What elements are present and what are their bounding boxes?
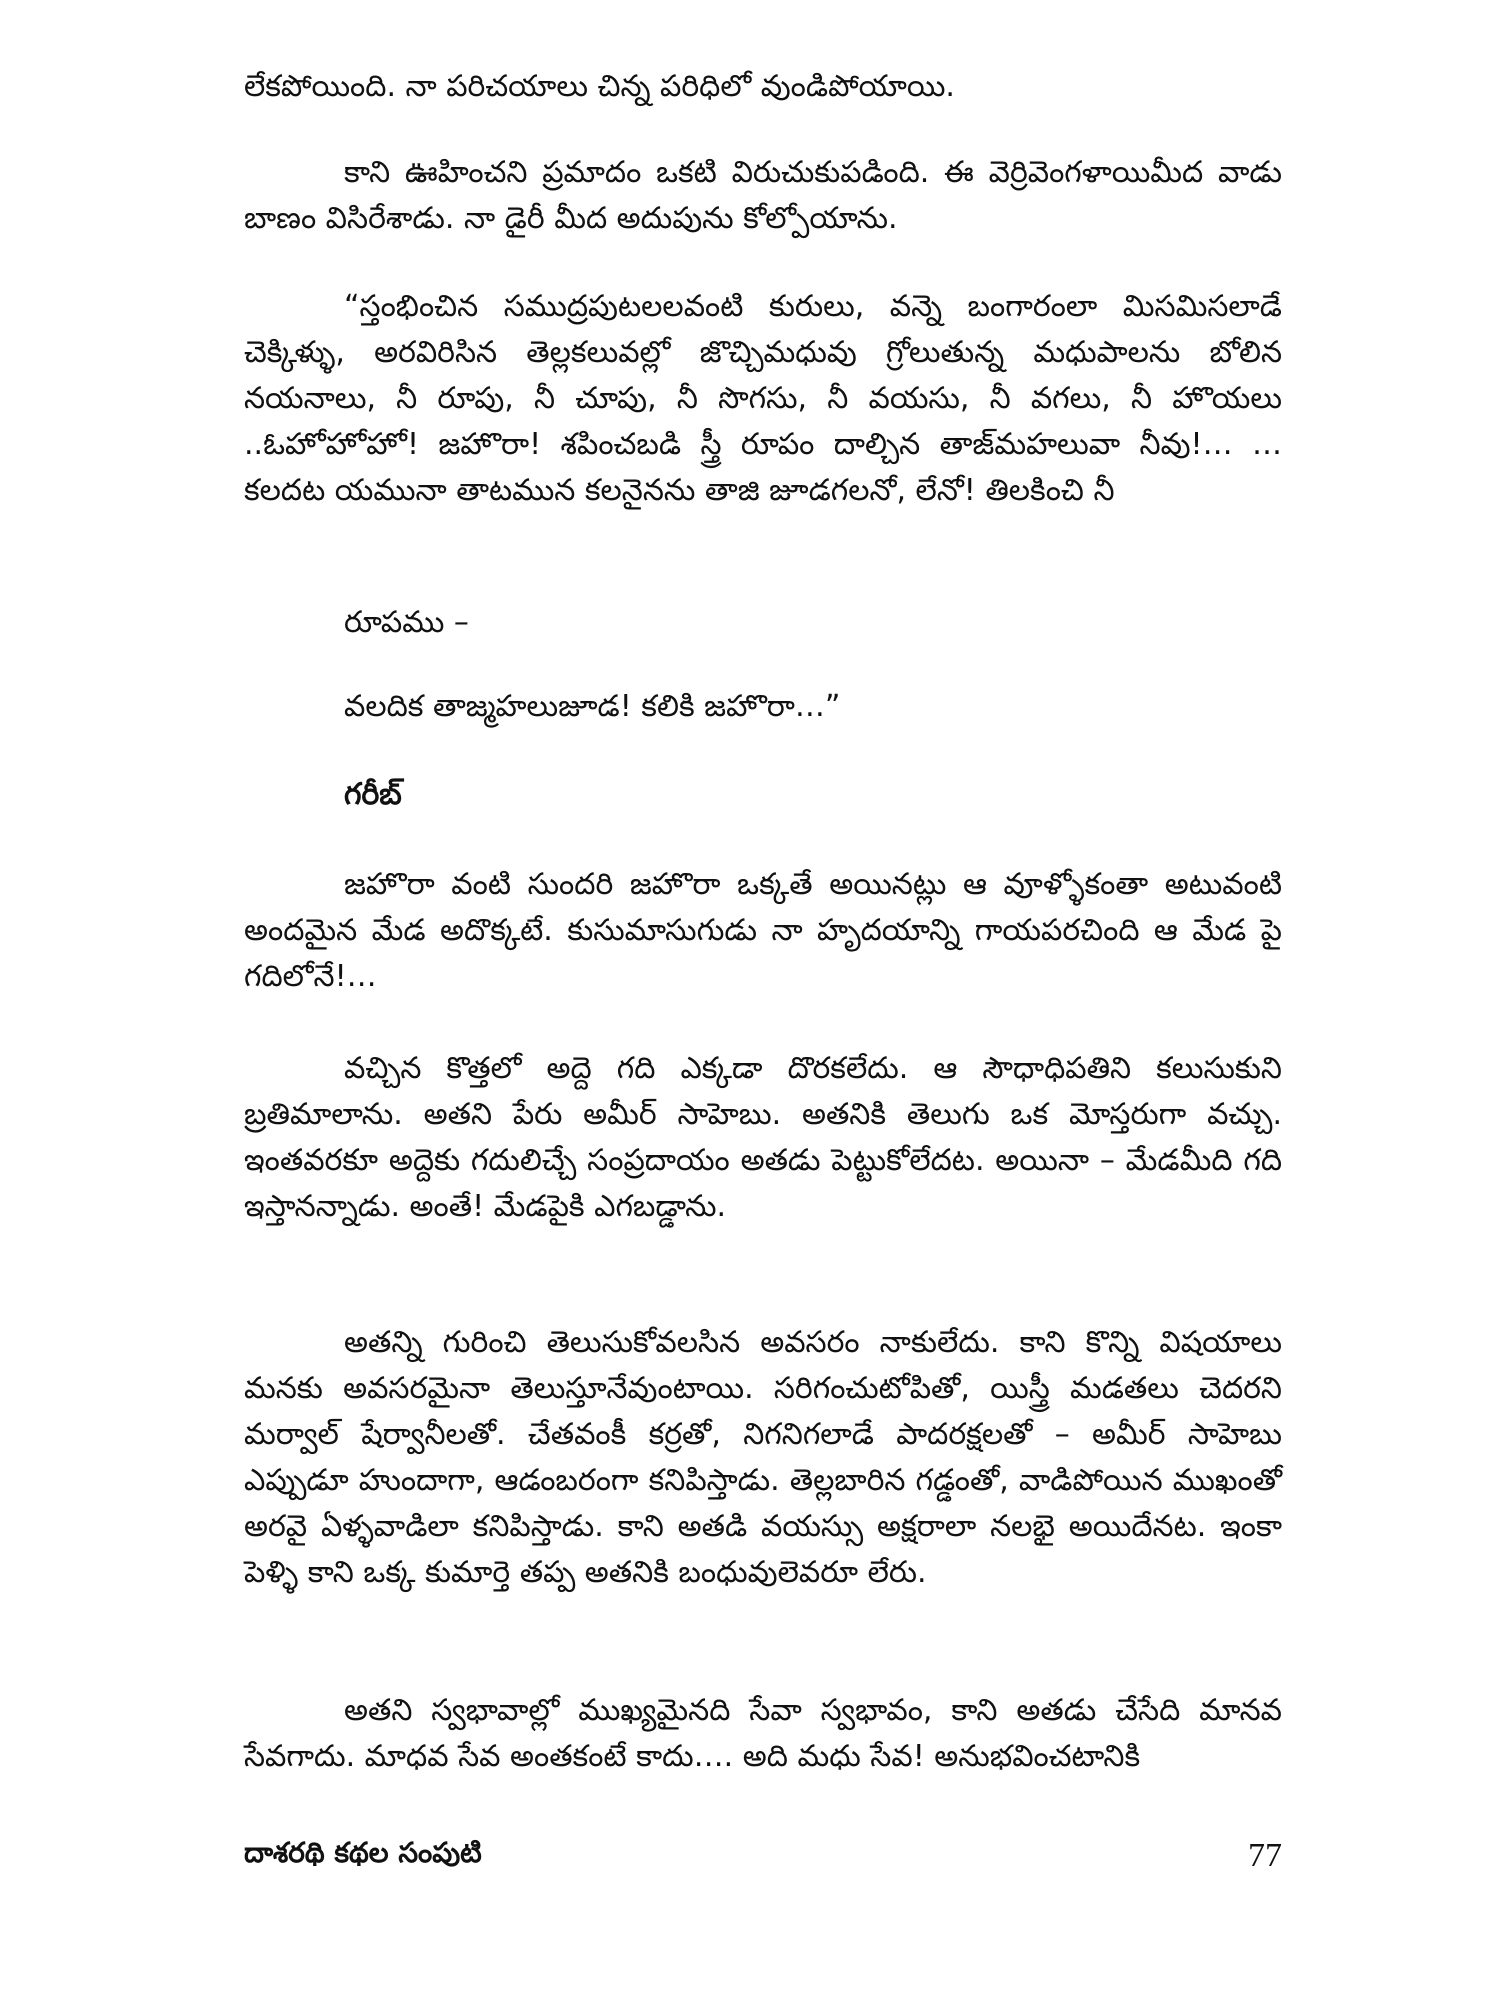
book-title: దాశరథి కథల సంపుటి bbox=[244, 1836, 482, 1869]
paragraph: వచ్చిన కొత్తలో అద్దె గది ఎక్కడా దొరకలేదు. ఆ సౌధాధిపతిని కలుసుకుని బ్రతిమాలాను. అతని పేరు అమీర్ సాహెబు. అతనికి తెలుగు ఒక మోస్తరుగా వచ్చు. ఇంతవరకూ అద్దెకు గదులిచ్చే సంప్రదాయం అతడు పెట్టుకోలేదట. అయినా – మేడమీది గది ఇస్తానన్నాడు. అంతే! మేడపైకి ఎగబడ్డాను. bbox=[244, 1051, 1282, 1224]
verse-line: వలదిక తాజ్మహలుజూడ! కలికి జహొరా…” bbox=[344, 689, 841, 724]
page-text bbox=[244, 64, 1282, 110]
section-heading: గరీబ్ bbox=[344, 777, 402, 812]
page-text bbox=[244, 1046, 1282, 1230]
page-text bbox=[244, 284, 1282, 514]
paragraph-continuation: లేకపోయింది. నా పరిచయాలు చిన్న పరిధిలో వుండిపోయాయి. bbox=[244, 69, 955, 104]
page-text bbox=[244, 600, 1282, 646]
verse-line: రూపము – bbox=[344, 605, 469, 640]
paragraph: అతని స్వభావాల్లో ముఖ్యమైనది సేవా స్వభావం, కాని అతడు చేసేది మానవ సేవగాదు. మాధవ సేవ అంతకంటే కాదు…. అది మధు సేవ! అనుభవించటానికి bbox=[244, 1693, 1282, 1774]
page-text bbox=[244, 772, 1282, 818]
quoted-paragraph: “స్తంభించిన సముద్రపుటలలవంటి కురులు, వన్నె బంగారంలా మిసమిసలాడే చెక్కిళ్ళు, అరవిరిసిన తెల్లకలువల్లో జొచ్చిమధువు గ్రోలుతున్న మధుపాలను బోలిన నయనాలు, నీ రూపు, నీ చూపు, నీ సొగసు, నీ వయసు, నీ వగలు, నీ హొయలు ..ఓహోహోహో! జహొరా! శపించబడి స్త్రీ రూపం దాల్చిన తాజ్‌మహలువా నీవు!… …కలదట యమునా తాటమున కలనైనను తాజి జూడగలనో, లేనో! తిలకించి నీ bbox=[244, 289, 1282, 508]
page-text bbox=[244, 1688, 1282, 1780]
page-footer bbox=[244, 1834, 1282, 1878]
paragraph: అతన్ని గురించి తెలుసుకోవలసిన అవసరం నాకులేదు. కాని కొన్ని విషయాలు మనకు అవసరమైనా తెలుస్తూనేవుంటాయి. సరిగంచుటోపితో, యిస్త్రీ మడతలు చెదరని మర్వాల్ షేర్వానీలతో. చేతవంకీ కర్రతో, నిగనిగలాడే పాదరక్షలతో – అమీర్ సాహెబు ఎప్పుడూ హుందాగా, ఆడంబరంగా కనిపిస్తాడు. తెల్లబారిన గడ్డంతో, వాడిపోయిన ముఖంతో అరవై ఏళ్ళవాడిలా కనిపిస్తాడు. కాని అతడి వయస్సు అక్షరాలా నలభై అయిదేనట. ఇంకా పెళ్ళి కాని ఒక్క కుమార్తె తప్ప అతనికి బంధువులెవరూ లేరు. bbox=[244, 1325, 1282, 1590]
page-text bbox=[244, 862, 1282, 1000]
page-text bbox=[244, 684, 1282, 730]
page-text bbox=[244, 1320, 1282, 1596]
page-number: 77 bbox=[1248, 1837, 1282, 1874]
paragraph: కాని ఊహించని ప్రమాదం ఒకటి విరుచుకుపడింది. ఈ వెర్రివెంగళాయిమీద వాడు బాణం విసిరేశాడు. నా డైరీ మీద అదుపును కోల్పోయాను. bbox=[244, 155, 1282, 236]
page-text bbox=[244, 150, 1282, 242]
paragraph: జహొరా వంటి సుందరి జహొరా ఒక్కతే అయినట్లు ఆ వూళ్ళోకంతా అటువంటి అందమైన మేడ అదొక్కటే. కుసుమాసుగుడు నా హృదయాన్ని గాయపరచింది ఆ మేడ పై గదిలోనే!… bbox=[244, 867, 1282, 994]
